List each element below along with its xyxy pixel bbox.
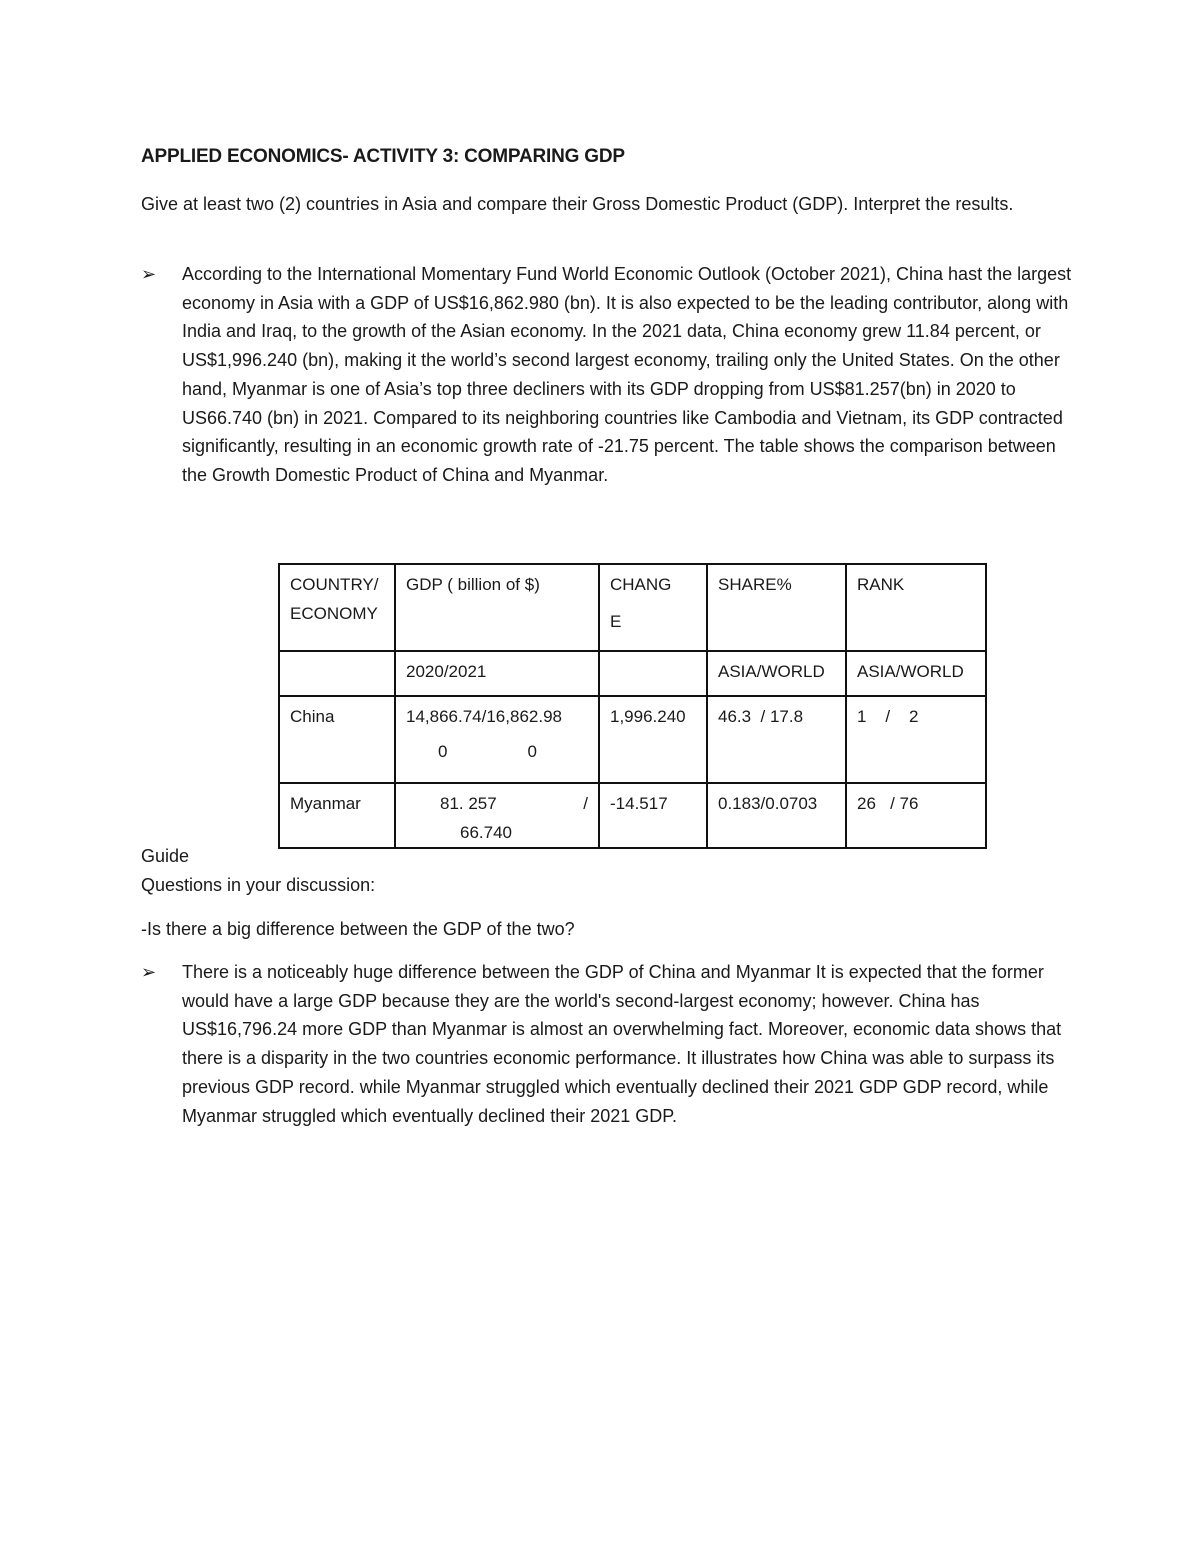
guide-label: Guide xyxy=(141,846,190,866)
activity-prompt: Give at least two (2) countries in Asia and compare their Gross Domestic Product (GDP). Interpret the results. xyxy=(141,194,1014,214)
bullet-paragraph-2 xyxy=(141,958,1081,1158)
subheader-rank: ASIA/WORLD xyxy=(846,651,986,696)
table-header-row xyxy=(279,564,986,651)
table-row xyxy=(279,696,986,783)
cell-country: China xyxy=(279,696,395,783)
table-subheader-row xyxy=(279,651,986,696)
paragraph-1-text: According to the International Momentary Fund World Economic Outlook (October 2021), China hast the largest economy in Asia with a GDP of US$16,862.980 (bn). It is also expected to be the leading contributor, along with India and Iraq, to the growth of the Asian economy. In the 2021 data, China economy grew 11.84 percent, or US$1,996.240 (bn), making it the world’s second largest economy, trailing only the United States. On the other hand, Myanmar is one of Asia’s top three decliners with its GDP dropping from US$81.257(bn) in 2020 to US66.740 (bn) in 2021. Compared to its neighboring countries like Cambodia and Vietnam, its GDP contracted significantly, resulting in an economic growth rate of -21.75 percent. The table shows the comparison between the Growth Domestic Product of China and Myanmar. xyxy=(182,264,1072,485)
questions-label: Questions in your discussion: xyxy=(141,875,376,895)
arrow-bullet-icon: ➢ xyxy=(141,264,157,284)
cell-gdp: 14,866.74/16,862.98 0 0 xyxy=(395,696,599,783)
cell-change: -14.517 xyxy=(599,783,707,848)
subheader-share: ASIA/WORLD xyxy=(707,651,846,696)
header-country: COUNTRY/ ECONOMY xyxy=(279,564,395,651)
header-change: CHANG E xyxy=(599,564,707,651)
bullet-paragraph-1 xyxy=(141,260,1081,520)
question-1: -Is there a big difference between the GDP of the two? xyxy=(141,919,575,939)
cell-gdp: 81. 257 / 66.740 xyxy=(395,783,599,848)
cell-change: 1,996.240 xyxy=(599,696,707,783)
cell-share: 0.183/0.0703 xyxy=(707,783,846,848)
paragraph-2-text: There is a noticeably huge difference between the GDP of China and Myanmar It is expected that the former would have a large GDP because they are the world's second-largest economy; however. China has US$16,796.24 more GDP than Myanmar is almost an overwhelming fact. Moreover, economic data shows that there is a disparity in the two countries economic performance. It illustrates how China was able to surpass its previous GDP record. while Myanmar struggled which eventually declined their 2021 GDP GDP record, while Myanmar struggled which eventually declined their 2021 GDP. xyxy=(182,962,1062,1126)
subheader-country xyxy=(279,651,395,696)
cell-share: 46.3 / 17.8 xyxy=(707,696,846,783)
cell-country: Myanmar xyxy=(279,783,395,848)
header-rank: RANK xyxy=(846,564,986,651)
table-row xyxy=(279,783,986,848)
gdp-comparison-table xyxy=(278,563,987,849)
arrow-bullet-icon: ➢ xyxy=(141,962,157,982)
document-title: APPLIED ECONOMICS- ACTIVITY 3: COMPARING GDP xyxy=(141,146,625,167)
header-gdp: GDP ( billion of $) xyxy=(395,564,599,651)
subheader-change xyxy=(599,651,707,696)
cell-rank: 26 / 76 xyxy=(846,783,986,848)
subheader-gdp: 2020/2021 xyxy=(395,651,599,696)
cell-rank: 1 / 2 xyxy=(846,696,986,783)
header-share: SHARE% xyxy=(707,564,846,651)
